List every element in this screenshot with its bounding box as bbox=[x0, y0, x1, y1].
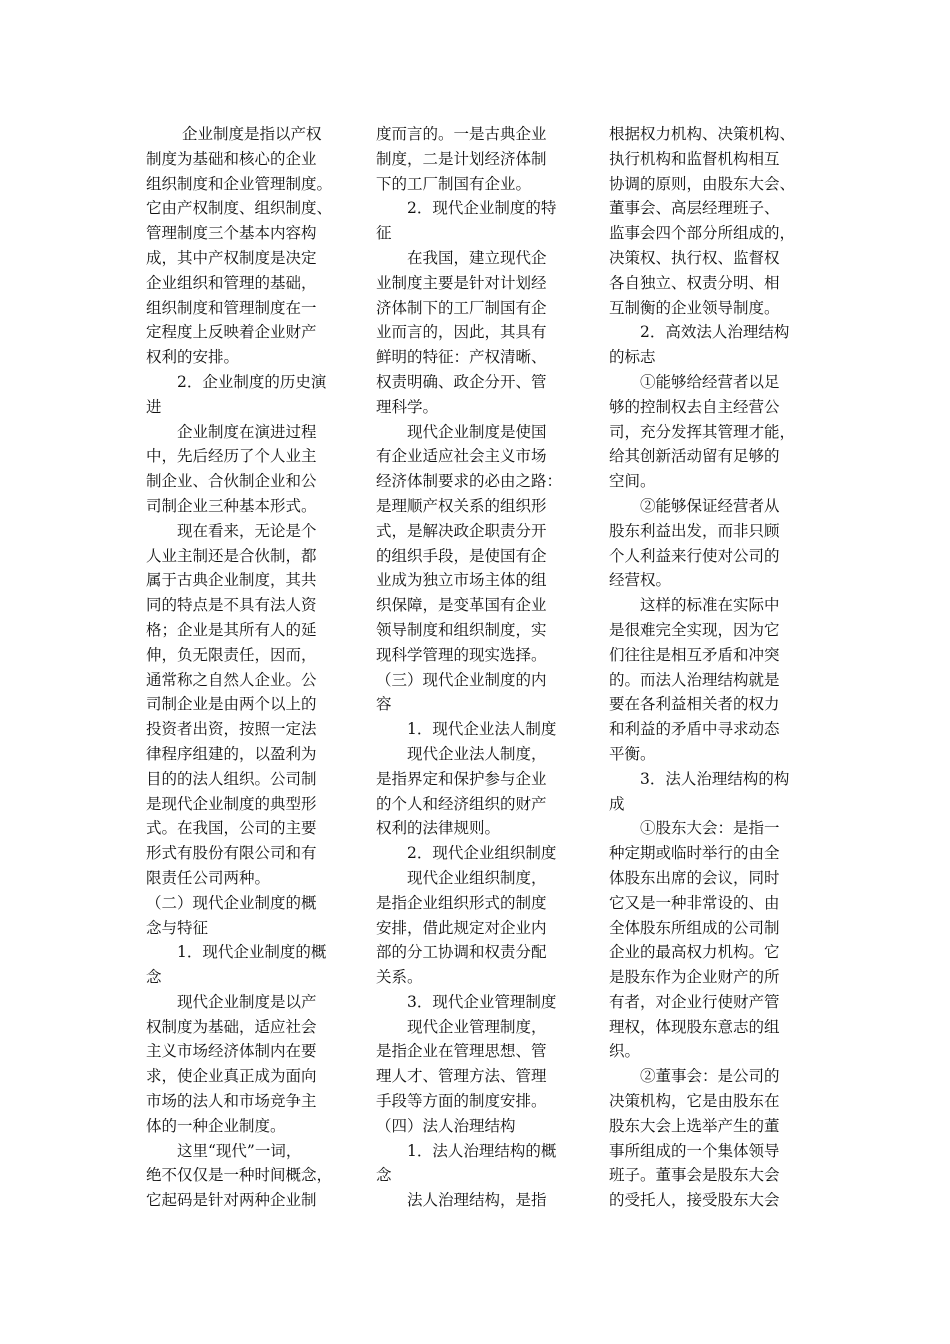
text-line: 人业主制还是合伙制，都 bbox=[146, 546, 317, 565]
text-line: 定程度上反映着企业财产 bbox=[146, 323, 317, 342]
text-line: 市场的法人和市场竞争主 bbox=[146, 1092, 317, 1111]
text-line: 业制度主要是针对计划经 bbox=[376, 273, 547, 292]
text-line: 司，充分发挥其管理才能， bbox=[609, 422, 796, 441]
text-line: 式，是解决政企职责分开 bbox=[376, 521, 547, 540]
text-line: 企业制度是指以产权 bbox=[182, 125, 322, 143]
text-line: 权责明确、政企分开、管 bbox=[376, 372, 547, 391]
text-line: 种定期或临时举行的由全 bbox=[609, 844, 780, 863]
text-line: 事所组成的一个集体领导 bbox=[609, 1141, 780, 1160]
text-line: 念 bbox=[146, 968, 162, 987]
text-line: 在我国，建立现代企 bbox=[407, 248, 547, 267]
text-line: 业而言的，因此，其具有 bbox=[376, 323, 547, 342]
text-line: 监事会四个部分所组成的， bbox=[609, 224, 796, 243]
text-line: 进 bbox=[146, 397, 162, 416]
text-line: 中，先后经历了个人业主 bbox=[146, 447, 317, 466]
text-line: 念与特征 bbox=[146, 918, 209, 937]
text-line: ①股东大会：是指一 bbox=[640, 819, 780, 838]
text-line: 权利的法律规则。 bbox=[376, 819, 501, 838]
text-line: 是指界定和保护参与企业 bbox=[376, 769, 547, 788]
text-line: 通常称之自然人企业。公 bbox=[146, 670, 317, 689]
text-column-right bbox=[609, 122, 824, 1213]
text-line: 企业组织和管理的基础， bbox=[146, 273, 317, 292]
text-line: 现代企业组织制度， bbox=[407, 868, 547, 887]
text-column-middle bbox=[376, 122, 588, 1213]
text-line: 执行机构和监督机构相互 bbox=[609, 149, 780, 168]
text-line: 1．法人治理结构的概 bbox=[407, 1141, 557, 1160]
text-line: 律程序组建的，以盈利为 bbox=[146, 744, 317, 763]
text-line: 属于古典企业制度，其共 bbox=[146, 571, 317, 590]
text-line: 主义市场经济体制内在要 bbox=[146, 1042, 317, 1061]
text-line: 有者，对企业行使财产管 bbox=[609, 992, 780, 1011]
text-line: 安排，借此规定对企业内 bbox=[376, 918, 547, 937]
text-line: 鲜明的特征：产权清晰、 bbox=[376, 348, 547, 367]
text-line: 2．现代企业组织制度 bbox=[407, 844, 557, 863]
text-line: 制度，二是计划经济体制 bbox=[376, 149, 547, 168]
text-line: 它又是一种非常设的、由 bbox=[609, 893, 780, 912]
text-line: 管理制度三个基本内容构 bbox=[146, 224, 317, 243]
text-line: 手段等方面的制度安排。 bbox=[376, 1092, 547, 1111]
text-line: 董事会、高层经理班子、 bbox=[609, 199, 780, 218]
text-line: 全体股东所组成的公司制 bbox=[609, 918, 780, 937]
text-line: 组织制度和企业管理制度。 bbox=[146, 174, 333, 193]
text-line: 2．企业制度的历史演 bbox=[177, 372, 327, 391]
text-line: 现代企业制度是使国 bbox=[407, 422, 547, 441]
text-line: 协调的原则，由股东大会、 bbox=[609, 174, 796, 193]
text-line: （四）法人治理结构 bbox=[376, 1116, 516, 1135]
text-line: 格；企业是其所有人的延 bbox=[146, 620, 317, 639]
text-line: 空间。 bbox=[609, 472, 656, 491]
text-line: 成 bbox=[609, 794, 625, 813]
text-line: 经营权。 bbox=[609, 571, 672, 590]
text-line: 它起码是针对两种企业制 bbox=[146, 1191, 317, 1210]
text-line: （二）现代企业制度的概 bbox=[146, 893, 317, 912]
text-line: 3．现代企业管理制度 bbox=[407, 992, 557, 1011]
text-line: 理人才、管理方法、管理 bbox=[376, 1067, 547, 1086]
text-line: 们往往是相互矛盾和冲突 bbox=[609, 645, 780, 664]
text-line: 股东大会上选举产生的董 bbox=[609, 1116, 780, 1135]
text-line: 决策权、执行权、监督权 bbox=[609, 248, 780, 267]
text-line: 2．现代企业制度的特 bbox=[407, 199, 557, 218]
text-line: 互制衡的企业领导制度。 bbox=[609, 298, 780, 317]
text-line: 现代企业制度是以产 bbox=[177, 992, 317, 1011]
text-line: 是现代企业制度的典型形 bbox=[146, 794, 317, 813]
text-line: 平衡。 bbox=[609, 744, 656, 763]
text-line: 绝不仅仅是一种时间概念， bbox=[146, 1166, 333, 1185]
text-line: 体股东出席的会议，同时 bbox=[609, 868, 780, 887]
text-line: 的个人和经济组织的财产 bbox=[376, 794, 547, 813]
text-line: （三）现代企业制度的内 bbox=[376, 670, 547, 689]
text-line: 现代企业管理制度， bbox=[407, 1017, 547, 1036]
text-line: 限责任公司两种。 bbox=[146, 868, 271, 887]
text-line: ①能够给经营者以足 bbox=[640, 372, 780, 391]
text-line: 是指企业组织形式的制度 bbox=[376, 893, 547, 912]
text-line: 现代企业法人制度， bbox=[407, 744, 547, 763]
text-line: 度而言的。一是古典企业 bbox=[376, 125, 547, 143]
text-line: 征 bbox=[376, 224, 392, 243]
text-line: 班子。董事会是股东大会 bbox=[609, 1166, 780, 1185]
text-line: 这样的标准在实际中 bbox=[640, 596, 780, 615]
text-line: 形式有股份有限公司和有 bbox=[146, 844, 317, 863]
text-line: 同的特点是不具有法人资 bbox=[146, 596, 317, 615]
text-line: 是股东作为企业财产的所 bbox=[609, 968, 780, 987]
text-line: 和利益的矛盾中寻求动态 bbox=[609, 720, 780, 739]
text-line: 1．现代企业法人制度 bbox=[407, 720, 557, 739]
text-line: 下的工厂制国有企业。 bbox=[376, 174, 532, 193]
text-line: ②董事会：是公司的 bbox=[640, 1067, 780, 1086]
text-line: 成，其中产权制度是决定 bbox=[146, 248, 317, 267]
text-line: 企业的最高权力机构。它 bbox=[609, 943, 780, 962]
text-line: 式。在我国，公司的主要 bbox=[146, 819, 317, 838]
text-line: 理科学。 bbox=[376, 397, 439, 416]
text-line: 是很难完全实现，因为它 bbox=[609, 620, 780, 639]
text-line: 权利的安排。 bbox=[146, 348, 240, 367]
text-line: 够的控制权去自主经营公 bbox=[609, 397, 780, 416]
text-line: 司制企业三种基本形式。 bbox=[146, 496, 317, 515]
text-column-left bbox=[146, 122, 358, 1213]
text-line: 个人利益来行使对公司的 bbox=[609, 546, 780, 565]
text-line: 现在看来，无论是个 bbox=[177, 521, 317, 540]
text-line: 司制企业是由两个以上的 bbox=[146, 695, 317, 714]
text-line: 根据权力机构、决策机构、 bbox=[609, 125, 796, 143]
text-line: 这里“现代”一词， bbox=[177, 1141, 302, 1160]
text-line: 关系。 bbox=[376, 968, 423, 987]
text-line: 有企业适应社会主义市场 bbox=[376, 447, 547, 466]
text-line: 投资者出资，按照一定法 bbox=[146, 720, 317, 739]
text-line: 织。 bbox=[609, 1042, 641, 1061]
text-line: 组织制度和管理制度在一 bbox=[146, 298, 317, 317]
text-line: 理权，体现股东意志的组 bbox=[609, 1017, 780, 1036]
text-line: 济体制下的工厂制国有企 bbox=[376, 298, 547, 317]
text-line: 企业制度在演进过程 bbox=[177, 422, 317, 441]
text-line: 念 bbox=[376, 1166, 392, 1185]
text-line: 各自独立、权责分明、相 bbox=[609, 273, 780, 292]
text-line: 业成为独立市场主体的组 bbox=[376, 571, 547, 590]
text-line: 伸，负无限责任，因而， bbox=[146, 645, 317, 664]
text-line: 制企业、合伙制企业和公 bbox=[146, 472, 317, 491]
text-line: 股东利益出发，而非只顾 bbox=[609, 521, 780, 540]
text-line: 决策机构，它是由股东在 bbox=[609, 1092, 780, 1111]
text-line: 的标志 bbox=[609, 348, 656, 367]
text-line: 权制度为基础，适应社会 bbox=[146, 1017, 317, 1036]
text-line: 2．高效法人治理结构 bbox=[640, 323, 790, 342]
text-line: 领导制度和组织制度，实 bbox=[376, 620, 547, 639]
text-line: 是指企业在管理思想、管 bbox=[376, 1042, 547, 1061]
text-line: 要在各利益相关者的权力 bbox=[609, 695, 780, 714]
text-line: 给其创新活动留有足够的 bbox=[609, 447, 780, 466]
text-line: 体的一种企业制度。 bbox=[146, 1116, 286, 1135]
text-line: 3．法人治理结构的构 bbox=[640, 769, 790, 788]
text-line: 是理顺产权关系的组织形 bbox=[376, 496, 547, 515]
text-line: 目的的法人组织。公司制 bbox=[146, 769, 317, 788]
text-line: 经济体制要求的必由之路： bbox=[376, 472, 563, 491]
text-line: 它由产权制度、组织制度、 bbox=[146, 199, 333, 218]
text-line: 容 bbox=[376, 695, 392, 714]
text-line: 求，使企业真正成为面向 bbox=[146, 1067, 317, 1086]
text-line: 的组织手段，是使国有企 bbox=[376, 546, 547, 565]
text-line: 法人治理结构，是指 bbox=[407, 1191, 547, 1210]
text-line: 部的分工协调和权责分配 bbox=[376, 943, 547, 962]
text-line: ②能够保证经营者从 bbox=[640, 496, 780, 515]
text-line: 制度为基础和核心的企业 bbox=[146, 149, 317, 168]
text-line: 现科学管理的现实选择。 bbox=[376, 645, 547, 664]
text-line: 织保障，是变革国有企业 bbox=[376, 596, 547, 615]
text-line: 的。而法人治理结构就是 bbox=[609, 670, 780, 689]
text-line: 的受托人，接受股东大会 bbox=[609, 1191, 780, 1210]
text-line: 1．现代企业制度的概 bbox=[177, 943, 327, 962]
